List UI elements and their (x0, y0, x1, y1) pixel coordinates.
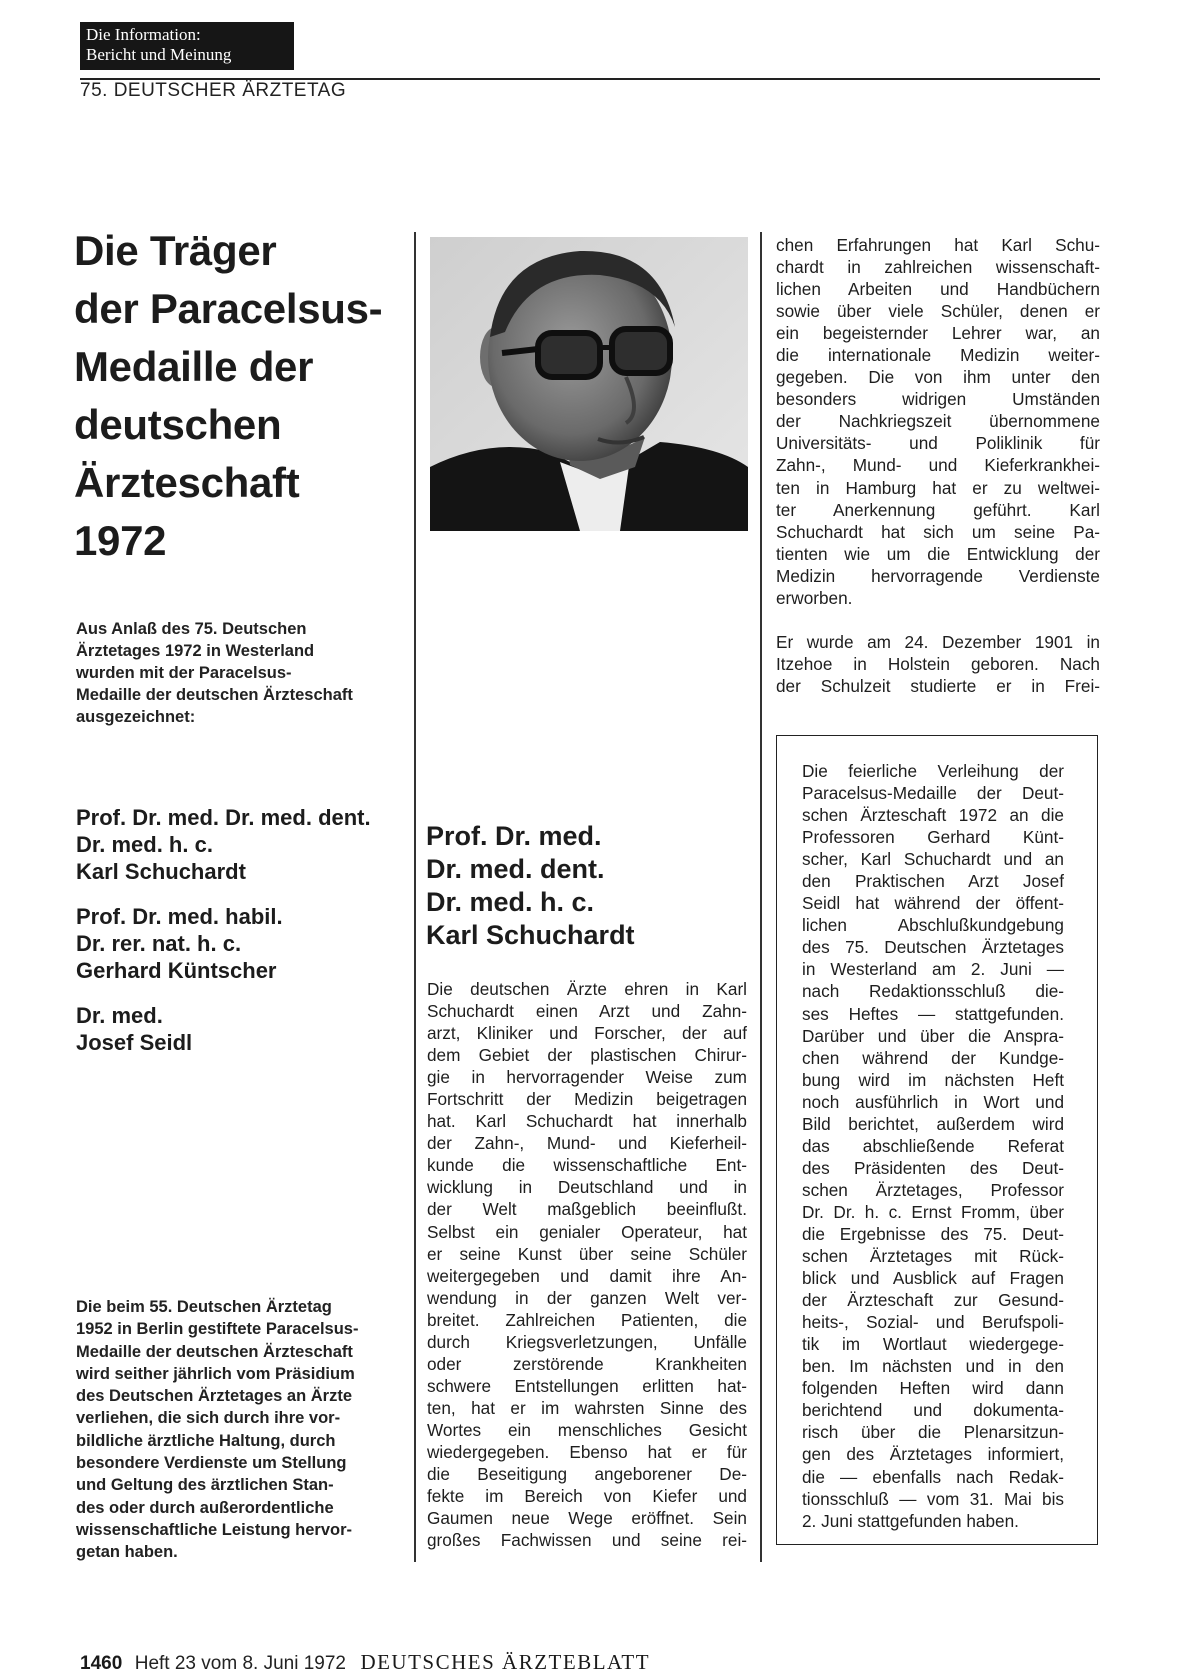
body-line: hat. Karl Schuchardt hat innerhalb (427, 1111, 747, 1132)
box-line: den Praktischen Arzt Josef (802, 871, 1064, 892)
body-line: die internationale Medizin weiter- (776, 345, 1100, 366)
intro-line: Medaille der deutschen Ärzteschaft (76, 686, 353, 704)
body-line: fekte im Bereich von Kiefer und (427, 1486, 747, 1507)
footnote-paragraph (76, 1296, 406, 1564)
body-line: sowie über viele Schüler, denen er (776, 301, 1100, 322)
box-line: risch über die Plenarsitzun- (802, 1422, 1064, 1443)
box-line: die — ebenfalls nach Redak- (802, 1466, 1064, 1487)
body-line: wicklung in Deutschland und in (427, 1177, 747, 1198)
body-line: durch Kriegsverletzungen, Unfälle (427, 1331, 747, 1352)
body-line: Zahn-, Mund- und Kieferkrankhei- (776, 455, 1100, 476)
body-line: großes Fachwissen und seine rei- (427, 1530, 747, 1551)
body-line: wendung in der ganzen Welt ver- (427, 1287, 747, 1308)
body-line: der Zahn-, Mund- und Kieferheil- (427, 1133, 747, 1154)
box-line: scher, Karl Schuchardt und an (802, 849, 1064, 870)
intro-line: Ärztetages 1972 in Westerland (76, 642, 315, 660)
laudation-title-line: Dr. med. h. c. (426, 887, 595, 917)
body-line: der Nachkriegszeit übernommene (776, 411, 1100, 432)
box-line: Die feierliche Verleihung der (802, 761, 1064, 781)
box-line: Dr. Dr. h. c. Ernst Fromm, über (802, 1201, 1064, 1222)
headline-line: der Paracelsus- (74, 285, 383, 332)
body-line: schwere Entstellungen erlitten hat- (427, 1375, 747, 1396)
body-line: Wortes ein menschliches Gesicht (427, 1419, 747, 1440)
box-line: Bild berichtet, außerdem wird (802, 1113, 1064, 1134)
body-line: oder zerstörende Krankheiten (427, 1353, 747, 1374)
body-line: der Schulzeit studierte er in Frei- (776, 675, 1100, 696)
box-line: das abschließende Referat (802, 1135, 1064, 1156)
footnote-line: 1952 in Berlin gestiftete Paracelsus- (76, 1320, 359, 1339)
column-divider-1 (414, 232, 416, 1562)
box-line: berichtend und dokumenta- (802, 1400, 1064, 1421)
box-line: schen Ärzteschaft 1972 an die (802, 805, 1064, 826)
box-line: heits-, Sozial- und Berufspoli- (802, 1312, 1064, 1333)
box-line: schen Ärztetages mit Rück- (802, 1246, 1064, 1267)
footnote-line: wird seither jährlich vom Präsidium (76, 1364, 355, 1383)
intro-line: Aus Anlaß des 75. Deutschen (76, 620, 307, 638)
laudation-body (427, 978, 747, 1551)
footnote-line: des Deutschen Ärztetages an Ärzte (76, 1387, 352, 1406)
box-line: Paracelsus-Medaille der Deut- (802, 783, 1064, 804)
body-line: ter Anerkennung geführt. Karl (776, 499, 1100, 520)
recipient-line: Prof. Dr. med. Dr. med. dent. (76, 805, 371, 830)
body-line: breitet. Zahlreichen Patienten, die (427, 1309, 747, 1330)
headline-line: Medaille der (74, 343, 314, 390)
body-line: Selbst ein genialer Operateur, hat (427, 1221, 747, 1242)
recipient-line: Dr. med. (76, 1003, 163, 1028)
section-label-line2: Bericht und Meinung (86, 45, 232, 64)
footnote-line: bildliche ärztliche Haltung, durch (76, 1431, 336, 1450)
body-line: er seine Kunst über seine Schüler (427, 1243, 747, 1264)
section-label-line1: Die Information: (86, 25, 201, 44)
box-line: des 75. Deutschen Ärztetages (802, 937, 1064, 958)
body-line: Medizin hervorragende Verdienste (776, 565, 1100, 586)
body-line: besonders widrigen Umständen (776, 389, 1100, 410)
recipient-line: Josef Seidl (76, 1030, 193, 1055)
footnote-line: wissenschaftliche Leistung hervor- (76, 1520, 352, 1539)
recipient-seidl (76, 1002, 406, 1056)
body-line: die Beseitigung angeborener De- (427, 1464, 747, 1485)
body-line: gegeben. Die von ihm unter den (776, 367, 1100, 388)
body-line: ten, hat er im wahrsten Sinne des (427, 1397, 747, 1418)
body-line: Universitäts- und Poliklinik für (776, 433, 1100, 454)
recipient-line: Dr. rer. nat. h. c. (76, 931, 242, 956)
body-line: Schuchardt einen Arzt und Zahn- (427, 1001, 747, 1022)
box-line: ses Heftes — stattgefunden. (802, 1003, 1064, 1024)
box-line: Seidl hat während der öffent- (802, 893, 1064, 914)
body-line: chardt in zahlreichen wissenschaft- (776, 257, 1100, 278)
info-box-text (802, 760, 1064, 1532)
headline-line: deutschen (74, 401, 282, 448)
body-line: dem Gebiet der plastischen Chirur- (427, 1045, 747, 1066)
body-line: erworben. (776, 587, 853, 608)
headline-line: Die Träger (74, 227, 277, 274)
body-line: Gaumen neue Wege eröffnet. Sein (427, 1508, 747, 1529)
body-line: Die deutschen Ärzte ehren in Karl (427, 979, 747, 999)
footnote-line: des oder durch außerordentliche (76, 1498, 334, 1517)
footnote-line: getan haben. (76, 1543, 178, 1562)
recipients-list (76, 804, 406, 1074)
body-line: der Welt maßgeblich beeinflußt. (427, 1199, 747, 1220)
footnote-line: und Geltung des ärztlichen Stan- (76, 1476, 334, 1495)
magazine-name: DEUTSCHES ÄRZTEBLATT (360, 1650, 651, 1674)
footnote-line: verliehen, die sich durch ihre vor- (76, 1409, 341, 1428)
footnote-line: Medaille der deutschen Ärzteschaft (76, 1342, 353, 1361)
box-line: noch ausführlich in Wort und (802, 1091, 1064, 1112)
intro-line: ausgezeichnet: (76, 708, 196, 726)
headline (74, 222, 414, 570)
page-number: 1460 (80, 1653, 123, 1674)
box-line: Professoren Gerhard Künt- (802, 827, 1064, 848)
issue-info: Heft 23 vom 8. Juni 1972 (134, 1653, 346, 1674)
box-line: 2. Juni stattgefunden haben. (802, 1510, 1019, 1531)
body-line: chen Erfahrungen hat Karl Schu- (776, 235, 1100, 255)
box-line: die Ergebnisse des 75. Deut- (802, 1223, 1064, 1244)
body-line: wiedergegeben. Ebenso hat er für (427, 1441, 747, 1462)
recipient-line: Dr. med. h. c. (76, 832, 213, 857)
box-line: bung wird im nächsten Heft (802, 1069, 1064, 1090)
body-line: Schuchardt hat sich um seine Pa- (776, 521, 1100, 542)
box-line: blick und Ausblick auf Fragen (802, 1268, 1064, 1289)
box-line: der Ärzteschaft zur Gesund- (802, 1290, 1064, 1311)
body-line: kunde die wissenschaftliche Ent- (427, 1155, 747, 1176)
intro-paragraph (76, 618, 406, 728)
laudation-title-line: Prof. Dr. med. (426, 821, 602, 851)
laudation-title-line: Karl Schuchardt (426, 920, 635, 950)
box-line: in Westerland am 2. Juni — (802, 959, 1064, 980)
box-line: schen Ärztetages, Professor (802, 1179, 1064, 1200)
intro-line: wurden mit der Paracelsus- (76, 664, 292, 682)
recipient-line: Gerhard Küntscher (76, 958, 277, 983)
box-line: lichen Abschlußkundgebung (802, 915, 1064, 936)
box-line: folgenden Heften wird dann (802, 1378, 1064, 1399)
kicker: 75. DEUTSCHER ÄRZTETAG (80, 80, 347, 101)
portrait-photo (430, 237, 748, 531)
recipient-line: Prof. Dr. med. habil. (76, 904, 283, 929)
recipient-line: Karl Schuchardt (76, 859, 246, 884)
laudation-title-line: Dr. med. dent. (426, 854, 605, 884)
body-line: weitergegeben und damit ihre An- (427, 1265, 747, 1286)
footnote-line: Die beim 55. Deutschen Ärztetag (76, 1298, 332, 1316)
body-line: tienten wie um die Entwicklung der (776, 543, 1100, 564)
paragraph-gap (776, 609, 1100, 631)
column-divider-2 (760, 232, 762, 1562)
box-line: chen während der Kundge- (802, 1047, 1064, 1068)
body-line: ein begeisternder Lehrer war, an (776, 323, 1100, 344)
box-line: tik im Wortlaut wiedergege- (802, 1334, 1064, 1355)
page-footer (80, 1650, 650, 1674)
box-line: nach Redaktionsschluß die- (802, 981, 1064, 1002)
biography-text (776, 234, 1100, 697)
recipient-schuchardt (76, 804, 406, 885)
body-line: ten in Hamburg hat er zu weltwei- (776, 477, 1100, 498)
body-line: Er wurde am 24. Dezember 1901 in (776, 631, 1100, 652)
body-line: lichen Arbeiten und Handbüchern (776, 279, 1100, 300)
box-line: gen des Ärztetages informiert, (802, 1444, 1064, 1465)
headline-line: 1972 (74, 517, 167, 564)
body-line: arzt, Kliniker und Forscher, der auf (427, 1023, 747, 1044)
box-line: des Präsidenten des Deut- (802, 1157, 1064, 1178)
body-line: gie in hervorragender Weise zum (427, 1067, 747, 1088)
headline-line: Ärzteschaft (74, 459, 300, 506)
laudation-title (426, 820, 746, 952)
body-line: Itzehoe in Holstein geboren. Nach (776, 653, 1100, 674)
box-line: Darüber und über die Anspra- (802, 1025, 1064, 1046)
section-label (80, 22, 294, 70)
footnote-line: besondere Verdienste um Stellung (76, 1454, 347, 1473)
box-line: tionsschluß — vom 31. Mai bis (802, 1488, 1064, 1509)
body-line: Fortschritt der Medizin beigetragen (427, 1089, 747, 1110)
box-line: ben. Im nächsten und in den (802, 1356, 1064, 1377)
recipient-kuentscher (76, 903, 406, 984)
